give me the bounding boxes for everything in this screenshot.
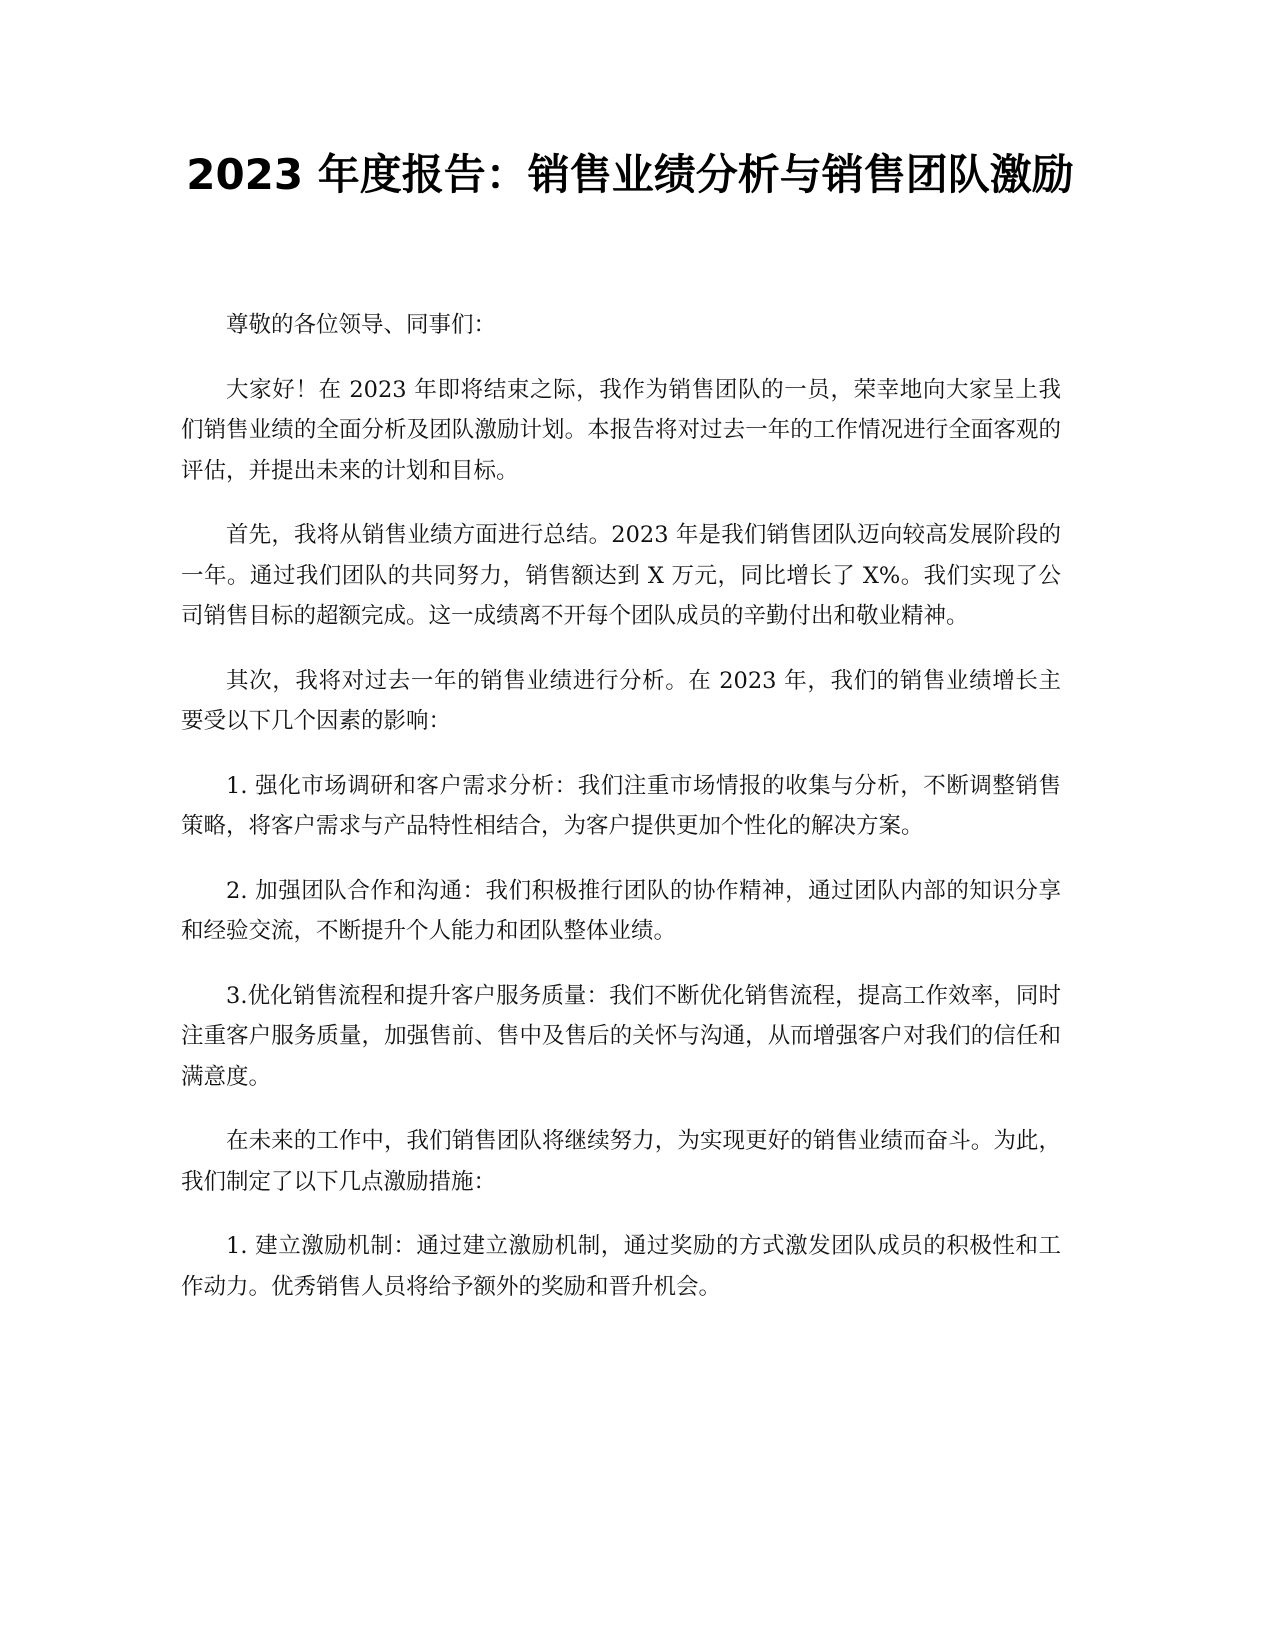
paragraph-analysis-intro: 其次，我将对过去一年的销售业绩进行分析。在 2023 年，我们的销售业绩增长主要受以下几个因素的影响： bbox=[181, 667, 1061, 734]
document-body bbox=[181, 305, 1061, 1331]
paragraph-salutation: 尊敬的各位领导、同事们： bbox=[226, 312, 497, 338]
paragraph-factor-2: 2. 加强团队合作和沟通：我们积极推行团队的协作精神，通过团队内部的知识分享和经验交流，不断提升个人能力和团队整体业绩。 bbox=[181, 877, 1061, 944]
paragraph-factor-1: 1. 强化市场调研和客户需求分析：我们注重市场情报的收集与分析，不断调整销售策略，将客户需求与产品特性相结合，为客户提供更加个性化的解决方案。 bbox=[181, 772, 1061, 839]
document-title: 2023 年度报告：销售业绩分析与销售团队激励 bbox=[186, 150, 1074, 199]
paragraph-summary: 首先，我将从销售业绩方面进行总结。2023 年是我们销售团队迈向较高发展阶段的一年。通过我们团队的共同努力，销售额达到 X 万元，同比增长了 X%。我们实现了公司销售目标的超额完成。这一成绩离不开每个团队成员的辛勤付出和敬业精神。 bbox=[181, 522, 1061, 629]
paragraph-measure-1: 1. 建立激励机制：通过建立激励机制，通过奖励的方式激发团队成员的积极性和工作动力。优秀销售人员将给予额外的奖励和晋升机会。 bbox=[181, 1233, 1061, 1300]
paragraph-future-intro: 在未来的工作中，我们销售团队将继续努力，为实现更好的销售业绩而奋斗。为此，我们制定了以下几点激励措施： bbox=[181, 1128, 1061, 1195]
paragraph-intro: 大家好！在 2023 年即将结束之际，我作为销售团队的一员，荣幸地向大家呈上我们销售业绩的全面分析及团队激励计划。本报告将对过去一年的工作情况进行全面客观的评估，并提出未来的计划和目标。 bbox=[181, 376, 1061, 484]
paragraph-factor-3: 3.优化销售流程和提升客户服务质量：我们不断优化销售流程，提高工作效率，同时注重客户服务质量，加强售前、售中及售后的关怀与沟通，从而增强客户对我们的信任和满意度。 bbox=[181, 982, 1061, 1090]
